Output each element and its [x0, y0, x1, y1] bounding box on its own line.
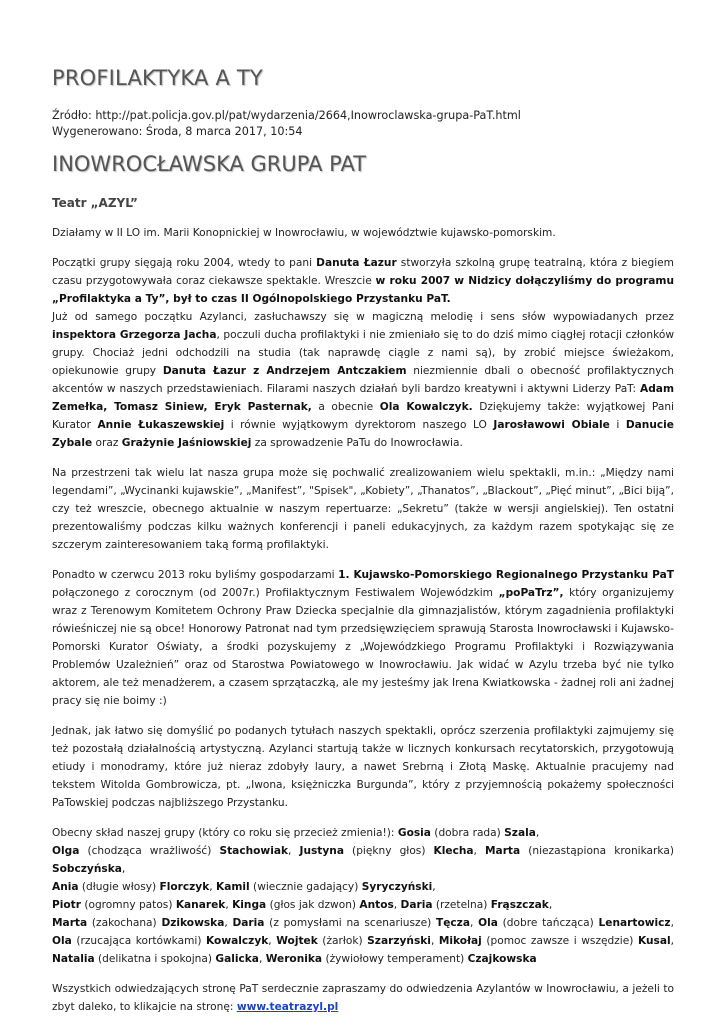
text-run: (dobra rada) [430, 827, 505, 839]
paragraph-history [52, 254, 674, 452]
bold-run: 1. Kujawsko-Pomorskiego Regionalnego Przystanku PaT [338, 569, 674, 581]
bold-run: „poPaTrz”, [498, 587, 564, 599]
bold-run: Danuta Łazur z Andrzejem Antczakiem [162, 365, 407, 377]
document-meta [52, 108, 674, 140]
bold-run: Weronika [265, 953, 323, 965]
bold-run: Lenartowicz [598, 917, 671, 929]
text-run: , [268, 935, 277, 947]
text-run: , [548, 899, 553, 911]
bold-run: Syryczyński [361, 881, 433, 893]
text-run: , [121, 863, 126, 875]
bold-run: inspektora Grzegorza Jacha [52, 329, 217, 341]
text-run: , [393, 899, 401, 911]
text-run: (żywiołowy temperament) [322, 953, 468, 965]
bold-run: Sobczyńska [52, 863, 122, 875]
text-run: oraz [92, 437, 122, 449]
text-run: Obecny skład naszej grupy (który co roku się przecież zmienia!): [52, 827, 398, 839]
bold-run: Antos [359, 899, 394, 911]
bold-run: Annie Łukaszewskiej [97, 419, 225, 431]
text-run: , [430, 935, 439, 947]
bold-run: Daria [400, 899, 433, 911]
text-run: (pomoc zawsze i wszędzie) [481, 935, 638, 947]
bold-run: Kinga [232, 899, 267, 911]
bold-run: Olga [52, 845, 80, 857]
bold-run: Danuta Łazur [316, 257, 397, 269]
text-run: , [473, 845, 486, 857]
paragraph-invitation [52, 980, 674, 1016]
bold-run: Dzikowska [161, 917, 225, 929]
text-run: stworzyła szkolną grupę teatralną, która z biegiem czasu przygotowywała coraz ciekawsze spektakle. Wreszcie [52, 257, 674, 287]
bold-run: w roku 2007 w Nidzicy dołączyliśmy do programu „Profilaktyka a Ty”, był to czas II Ogólnopolskiego Przystanku PaT. [52, 275, 674, 305]
text-run: niezmiennie dbali o obecność profilaktycznych akcentów w naszych przedstawieniach. Filarami naszych działań byli bardzo kreatywni i aktywni Liderzy PaT: [52, 365, 675, 395]
source-url: http://pat.policja.gov.pl/pat/wydarzenia/2664,Inowroclawska-grupa-PaT.html [95, 109, 521, 122]
bold-run: Czajkowska [467, 953, 537, 965]
text-run: (długie włosy) [78, 881, 160, 893]
text-run: (dobre tańcząca) [497, 917, 599, 929]
text-run: (z pomysłami na scenariusze) [264, 917, 436, 929]
text-run: , [670, 917, 674, 929]
teatrazyl-link[interactable]: www.teatrazyl.pl [236, 1001, 339, 1013]
text-run: i [609, 419, 626, 431]
article-body [52, 224, 674, 1016]
bold-run: Adam Zemełka, Tomasz Siniew, Eryk Pasternak, [52, 383, 674, 413]
bold-run: Piotr [52, 899, 81, 911]
text-run: (niezastąpiona kronikarka) [520, 845, 674, 857]
text-run: Początki grupy sięgają roku 2004, wtedy to pani [52, 257, 317, 269]
paragraph-intro: Działamy w II LO im. Marii Konopnickiej w Inowrocławiu, w województwie kujawsko-pomorskim. [52, 227, 556, 239]
text-run: , [258, 953, 266, 965]
bold-run: Jarosławowi Obiale [493, 419, 610, 431]
text-run: (rzucająca kortówkami) [71, 935, 207, 947]
text-run: (wiecznie gadający) [249, 881, 362, 893]
bold-run: Grażynie Jaśniowskiej [121, 437, 252, 449]
bold-run: Marta [485, 845, 521, 857]
bold-run: Kanarek [175, 899, 226, 911]
text-run: i równie wyjątkowym dyrektorom naszego LO [224, 419, 494, 431]
theater-heading: Teatr „AZYL” [52, 196, 138, 210]
bold-run: Kowalczyk [206, 935, 269, 947]
source-label: Źródło: [52, 109, 96, 122]
bold-run: Florczyk [159, 881, 210, 893]
text-run: Wszystkich odwiedzających stronę PaT serdecznie zapraszamy do odwiedzenia Azylantów w Inowrocławiu, a jeżeli to zbyt daleko, to klikajcie na stronę: [52, 983, 674, 1013]
site-title: PROFILAKTYKA A TY [52, 66, 263, 90]
text-run: (ogromny patos) [80, 899, 176, 911]
bold-run: Marta [52, 917, 88, 929]
text-run: (chodząca wrażliwość) [79, 845, 220, 857]
text-run: połączonego z corocznym (od 2007r.) Profilaktycznym Festiwalem Wojewódzkim [52, 587, 499, 599]
paragraph-repertoire: Na przestrzeni tak wielu lat nasza grupa może się pochwalić zrealizowaniem wielu spektakli, m.in.: „Między nami legendami”, „Wycinanki kujawskie”, „Manifest”, "Spisek", „Kobiety”, „Thanatos”, „Blackout”, „Pięć minut”, „Bici biją”, czy też wreszcie, obecnego aktualnie w naszym repertuarze: „Sekretu” (także w wersji angielskiej). Ten ostatni prezentowaliśmy podczas kilku ważnych konferencji i paneli edukacyjnych, za każdym razem spotykając się ze szczerym zainteresowaniem taką formą profilaktyki. [52, 467, 674, 551]
bold-run: Frąszczak [490, 899, 549, 911]
paragraph-members [52, 824, 674, 968]
text-run: (delikatna i spokojna) [94, 953, 216, 965]
bold-run: Wojtek [276, 935, 318, 947]
text-run: , [670, 935, 674, 947]
bold-run: Szarzyński [367, 935, 431, 947]
text-run: , [288, 845, 300, 857]
text-run: Dziękujemy także: wyjątkowej Pani Kurator [52, 401, 674, 431]
bold-run: Kamil [216, 881, 250, 893]
generated-line [52, 124, 674, 140]
text-run: (piękny głos) [343, 845, 434, 857]
text-run: Już od samego początku Azylanci, zasłuchawszy się w magiczną melodię i sens słów wypowiadanych przez [52, 311, 674, 323]
bold-run: Danucie Zybale [52, 419, 674, 449]
text-run: Ponadto w czerwcu 2013 roku byliśmy gospodarzami [52, 569, 339, 581]
text-run: (głos jak dzwon) [266, 899, 360, 911]
text-run: (żarłok) [317, 935, 368, 947]
text-run: , poczuli ducha profilaktyki i nie zmieniało się to do dziś mimo ciągłej rotacji członków grupy. Chociaż jedni odchodzili na studia (tak naprawdę ciągle z nami są), by zrobić miejsce świeżakom, opiekunowie grupy [52, 329, 675, 377]
bold-run: Galicka [215, 953, 259, 965]
text-run: , [225, 899, 233, 911]
text-run: (rzetelna) [432, 899, 491, 911]
bold-run: Justyna [299, 845, 344, 857]
text-run: , [535, 827, 540, 839]
bold-run: Mikołaj [438, 935, 482, 947]
generated-date: Środa, 8 marca 2017, 10:54 [145, 125, 303, 138]
generated-label: Wygenerowano: [52, 125, 146, 138]
bold-run: Ania [52, 881, 79, 893]
bold-run: Natalia [52, 953, 95, 965]
article-title: INOWROCŁAWSKA GRUPA PAT [52, 152, 367, 176]
bold-run: Ola [52, 935, 72, 947]
text-run: , [224, 917, 233, 929]
text-run: , [209, 881, 217, 893]
document-page [52, 66, 674, 1028]
bold-run: Daria [232, 917, 265, 929]
paragraph-artistic: Jednak, jak łatwo się domyślić po podanych tytułach naszych spektakli, oprócz szerzenia profilaktyki zajmujemy się też pozostałą działalnością artystyczną. Azylanci startują także w licznych konkursach recytatorskich, przygotowują etiudy i monodramy, które już nieraz zdobyły laury, a nawet Srebrną i Złotą Maskę. Aktualnie pracujemy nad tekstem Witolda Gombrowicza, pt. „Iwona, księżniczka Burgunda”, który z przyjemnością pokażemy społeczności PaTowskiej podczas najbliższego Przystanku. [52, 725, 674, 809]
bold-run: Stachowiak [219, 845, 289, 857]
text-run: (zakochana) [87, 917, 162, 929]
bold-run: Ola Kowalczyk. [379, 401, 473, 413]
text-run: który organizujemy wraz z Terenowym Komitetem Ochrony Praw Dziecka specjalnie dla gimnazjalistów, którym zagadnienia profilaktyki rówieśniczej nie są obce! Honorowy Patronat nad tym przedsięwzięciem sprawują Starosta Inowrocławski i Kujawsko-Pomorski Kurator Oświaty, a środki pozyskujemy z „Wojewódzkiego Programu Profilaktyki i Rozwiązywania Problemów Uzależnień” oraz od Starostwa Powiatowego w Inowrocławiu. Jak widać w Azylu trzeba być nie tylko aktorem, ale też menadżerem, a czasem sprzątaczką, ale my jesteśmy jak Irena Kwiatkowska - żadnej roli ani żadnej pracy się nie boimy :) [52, 587, 674, 707]
text-run: a obecnie [311, 401, 380, 413]
bold-run: Tęcza [435, 917, 470, 929]
bold-run: Ola [478, 917, 498, 929]
paragraph-festival [52, 566, 674, 710]
text-run: , [432, 881, 436, 893]
text-run: za sprowadzenie PaTu do Inowrocławia. [251, 437, 463, 449]
bold-run: Kusal [637, 935, 671, 947]
bold-run: Klecha [433, 845, 474, 857]
text-run: , [469, 917, 479, 929]
source-line [52, 108, 674, 124]
bold-run: Szala [504, 827, 536, 839]
bold-run: Gosia [397, 827, 431, 839]
